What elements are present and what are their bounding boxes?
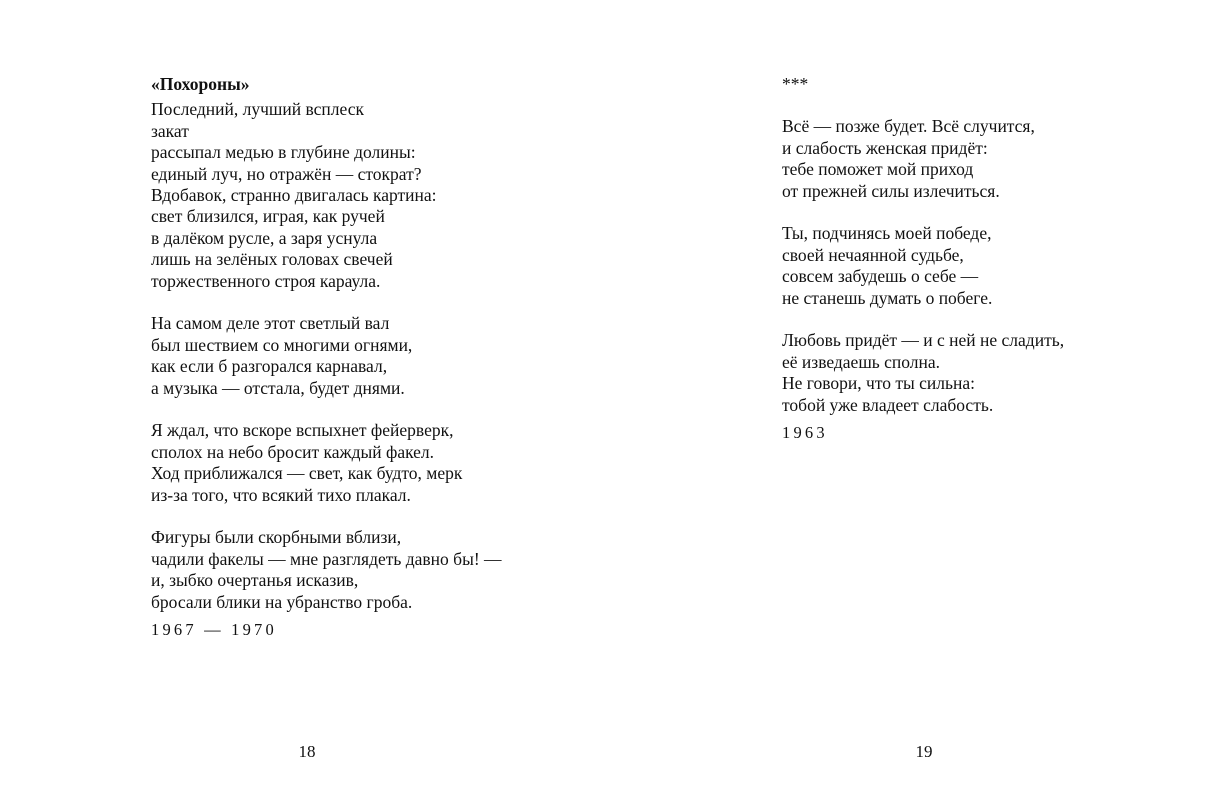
poem-line: Всё — позже будет. Всё случится, — [782, 116, 1035, 137]
poem-title: «Похороны» — [151, 74, 250, 94]
poem-line: Ты, подчинясь моей победе, — [782, 223, 992, 244]
poem-line: тобой уже владеет слабость. — [782, 394, 994, 415]
poem-date: 1963 — [782, 423, 828, 443]
stanza — [782, 223, 1064, 309]
poem-line: тебе поможет мой приход — [782, 159, 974, 180]
poem-line: от прежней силы излечиться. — [782, 180, 1000, 201]
poem-line: а музыка — отстала, будет днями. — [151, 377, 405, 398]
right-page — [615, 0, 1230, 800]
stanza — [151, 527, 502, 613]
poem-line: рассыпал медью в глубине долины: — [151, 142, 416, 163]
poem-line: единый луч, но отражён — стократ? — [151, 163, 422, 184]
poem-separator: *** — [782, 74, 809, 94]
poem-line: На самом деле этот светлый вал — [151, 313, 390, 334]
poem-line: и, зыбко очертанья исказив, — [151, 570, 359, 591]
stanza — [151, 420, 502, 506]
poem-line: бросали блики на убранство гроба. — [151, 591, 413, 612]
poem-line: лишь на зелёных головах свечей — [151, 249, 393, 270]
poem-line: Вдобавок, странно двигалась картина: — [151, 185, 437, 206]
poem-line: её изведаешь сполна. — [782, 351, 941, 372]
poem-line: Любовь придёт — и с ней не сладить, — [782, 330, 1065, 351]
poem-line: закат — [151, 120, 189, 141]
poem-line: свет близился, играя, как ручей — [151, 206, 385, 227]
poem-line: своей нечаянной судьбе, — [782, 244, 964, 265]
poem-line: совсем забудешь о себе — — [782, 266, 979, 287]
poem-line: Фигуры были скорбными вблизи, — [151, 527, 402, 548]
stanza — [782, 116, 1064, 202]
poem-date: 1967 — 1970 — [151, 620, 277, 640]
poem-line: чадили факелы — мне разглядеть давно бы! — — [151, 548, 502, 569]
poem-line: в далёком русле, а заря уснула — [151, 227, 378, 248]
poem-line: как если б разгорался карнавал, — [151, 356, 388, 377]
poem-untitled — [782, 74, 1064, 443]
stanza — [782, 330, 1064, 416]
poem-pokhorony — [151, 74, 502, 641]
stanza — [151, 99, 502, 292]
poem-line: не станешь думать о побеге. — [782, 287, 993, 308]
page-number: 18 — [298, 742, 316, 761]
page-number: 19 — [915, 742, 933, 761]
stanza — [151, 313, 502, 399]
poem-line: из-за того, что всякий тихо плакал. — [151, 484, 411, 505]
poem-line: Я ждал, что вскоре вспыхнет фейерверк, — [151, 420, 454, 441]
poem-body — [782, 116, 1064, 416]
poem-line: Не говори, что ты сильна: — [782, 373, 975, 394]
poem-line: был шествием со многими огнями, — [151, 334, 413, 355]
poem-body — [151, 99, 502, 613]
poem-line: торжественного строя караула. — [151, 270, 381, 291]
poem-line: Ход приближался — свет, как будто, мерк — [151, 463, 463, 484]
poem-line: и слабость женская придёт: — [782, 137, 988, 158]
poem-line: сполох на небо бросит каждый факел. — [151, 441, 435, 462]
poem-line: Последний, лучший всплеск — [151, 99, 364, 120]
